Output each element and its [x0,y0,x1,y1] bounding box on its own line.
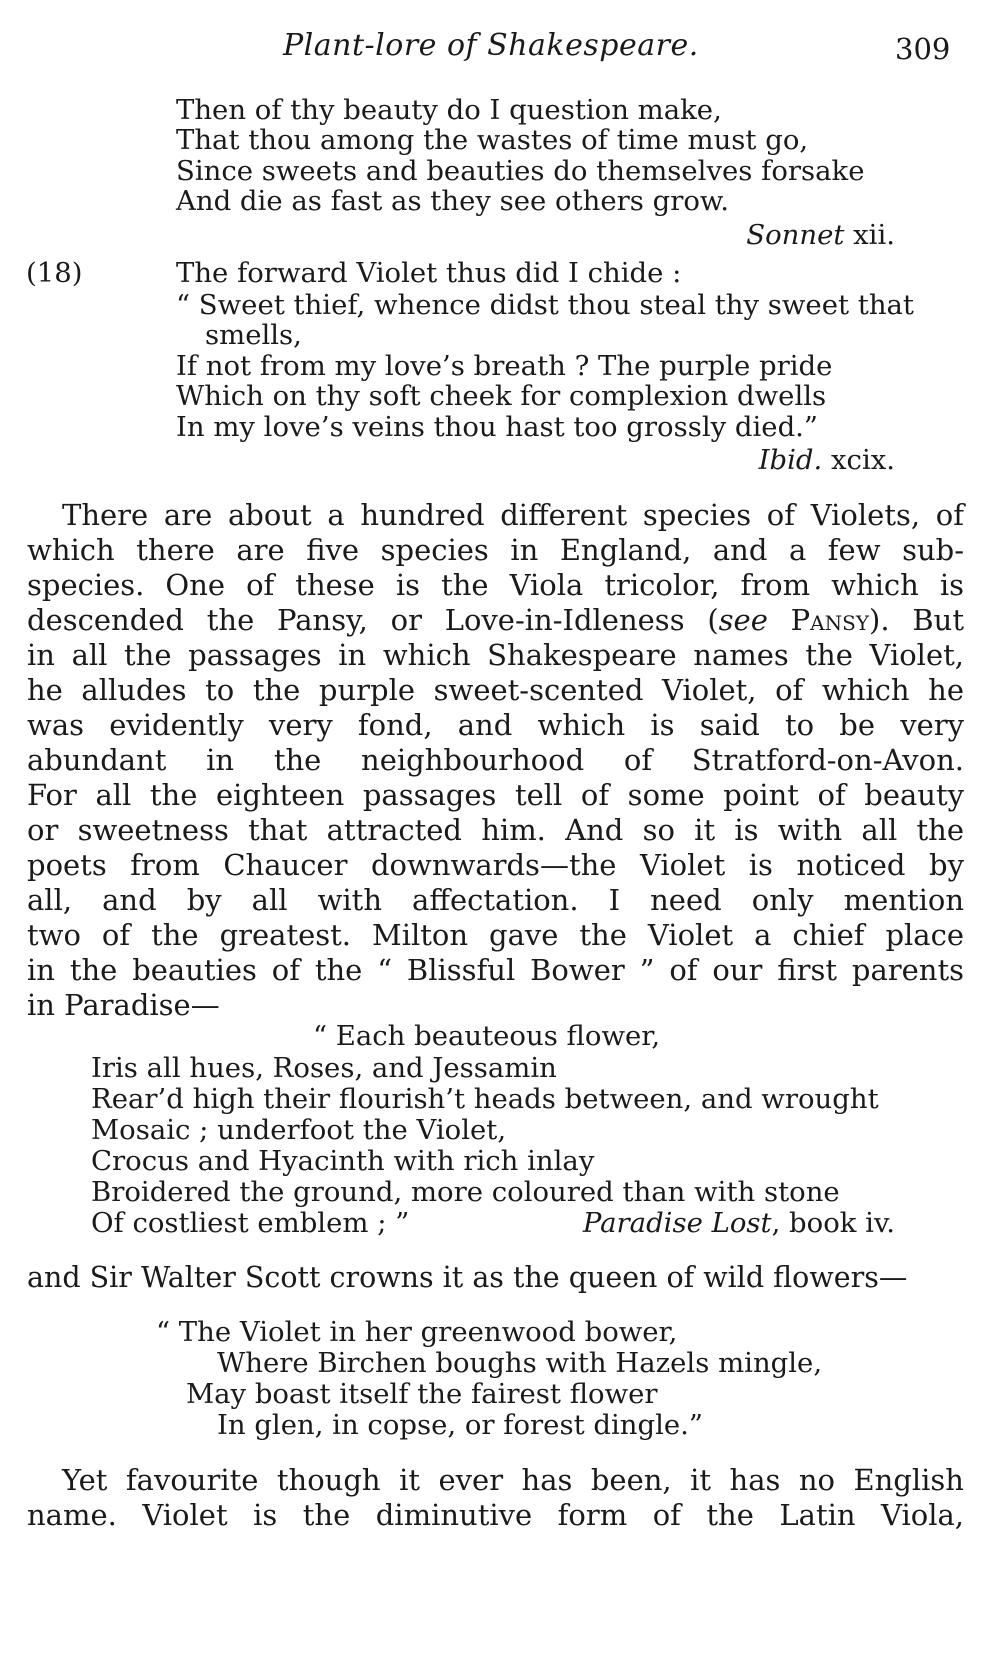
citation-number: xii. [853,219,895,251]
line-text-tail: ). But [869,603,964,637]
paragraph-line: all, and by all with affectation. I need only mention [27,883,964,917]
verse-line: The forward Violet thus did I chide : [176,257,682,289]
verse-line: That thou among the wastes of time must go, [176,124,809,156]
verse-line: smells, [205,319,302,351]
citation-ibid-xcix [759,444,895,476]
cross-reference-pansy: Pansy [790,603,870,637]
paragraph-line: abundant in the neighbourhood of Stratford-on-Avon. [27,743,964,777]
citation-number: xcix. [831,444,895,476]
paragraph-line: in all the passages in which Shakespeare names the Violet, [27,638,964,672]
citation-work: Paradise Lost [582,1207,772,1239]
paragraph-line: or sweetness that attracted him. And so it is with all the [27,813,964,847]
verse-line: “ Each beauteous flower, [313,1020,661,1052]
line-text: descended the Pansy, or Love-in-Idleness ( [27,603,719,637]
paragraph-line: in the beauties of the “ Blissful Bower ” of our first parents [27,953,964,987]
verse-line: Since sweets and beauties do themselves forsake [176,155,865,187]
citation-work: Sonnet [746,219,845,251]
verse-line: Iris all hues, Roses, and Jessamin [91,1052,557,1084]
paragraph-line: which there are five species in England, and a few sub- [27,533,964,567]
verse-line: In glen, in copse, or forest dingle.” [217,1409,703,1441]
paragraph-line: There are about a hundred different species of Violets, of [62,498,964,532]
paragraph-line: was evidently very fond, and which is said to be very [27,708,964,742]
page-header [0,28,1000,68]
quote-number-label: (18) [26,257,83,289]
citation-paradise-lost [583,1207,895,1239]
verse-line: And die as fast as they see others grow. [176,185,729,217]
paragraph-line: he alludes to the purple sweet-scented Violet, of which he [27,673,964,707]
paragraph-line: two of the greatest. Milton gave the Violet a chief place [27,918,964,952]
paragraph-line: Yet favourite though it ever has been, it has no English [62,1463,964,1497]
verse-line: Crocus and Hyacinth with rich inlay [91,1145,595,1177]
verse-line: “ The Violet in her greenwood bower, [156,1316,678,1348]
paragraph-line: name. Violet is the diminutive form of the Latin Viola, [27,1498,964,1532]
see-reference: see [718,603,768,637]
paragraph-line [27,602,964,638]
paragraph-line: For all the eighteen passages tell of some point of beauty [27,778,964,812]
citation-sonnet-xii [746,219,895,251]
page-number: 309 [895,32,951,66]
paragraph-line: in Paradise— [27,988,220,1022]
verse-line: In my love’s veins thou hast too grossly died.” [176,411,818,443]
citation-work: Ibid. [758,444,823,476]
paragraph-line: poets from Chaucer downwards—the Violet is noticed by [27,848,964,882]
citation-number: , book iv. [771,1207,895,1239]
verse-line: Rear’d high their flourish’t heads between, and wrought [91,1083,879,1115]
verse-line: May boast itself the fairest flower [186,1378,658,1410]
verse-line: “ Sweet thief, whence didst thou steal thy sweet that [176,289,914,321]
paragraph-line: species. One of these is the Viola tricolor, from which is [27,568,964,602]
scott-intro-line: and Sir Walter Scott crowns it as the queen of wild flowers— [27,1261,908,1294]
running-title: Plant-lore of Shakespeare. [283,28,699,63]
verse-line: Of costliest emblem ; ” [91,1207,410,1239]
verse-line: Which on thy soft cheek for complexion dwells [176,380,827,412]
verse-line: Where Birchen boughs with Hazels mingle, [217,1347,823,1379]
verse-line: Then of thy beauty do I question make, [176,94,722,126]
verse-line: If not from my love’s breath ? The purple pride [176,350,833,382]
verse-line: Mosaic ; underfoot the Violet, [91,1114,507,1146]
verse-line: Broidered the ground, more coloured than with stone [91,1176,840,1208]
